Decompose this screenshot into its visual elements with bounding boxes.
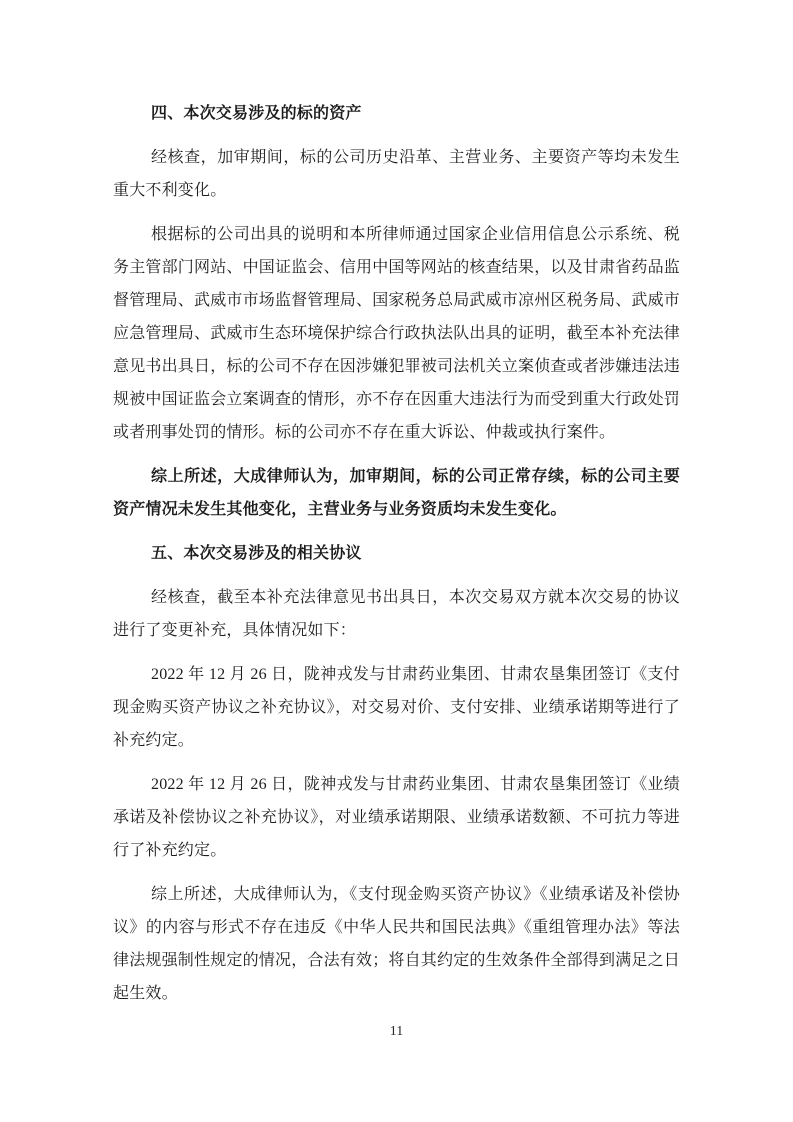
paragraph-lawyer-conclusion-assets: 综上所述，大成律师认为，加审期间，标的公司正常存续，标的公司主要资产情况未发生其他变化，主营业务与业务资质均未发生变化。 [113,468,680,518]
paragraph-verification-summary: 经核查，加审期间，标的公司历史沿革、主营业务、主要资产等均未发生重大不利变化。 [113,149,680,199]
section-heading-4-target-assets: 四、本次交易涉及的标的资产 [151,105,362,122]
paragraph-company-compliance-check: 根据标的公司出具的说明和本所律师通过国家企业信用信息公示系统、税务主管部门网站、中国证监会、信用中国等网站的核查结果，以及甘肃省药品监督管理局、武威市市场监督管理局、国家税务总局武威市凉州区税务局、武威市应急管理局、武威市生态环境保护综合行政执法队出具的证明，截至本补充法律意见书出具日，标的公司不存在因涉嫌犯罪被司法机关立案侦查或者涉嫌违法违规被中国证监会立案调查的情形，亦不存在因重大违法行为而受到重大行政处罚或者刑事处罚的情形。标的公司亦不存在重大诉讼、仲裁或执行案件。 [113,226,681,441]
paragraph-lawyer-conclusion-agreements: 综上所述，大成律师认为，《支付现金购买资产协议》《业绩承诺及补偿协议》的内容与形式不存在违反《中华人民共和国民法典》《重组管理办法》等法律法规强制性规定的情况，合法有效；将自其约定的生效条件全部得到满足之日起生效。 [113,886,681,1002]
paragraph-cash-purchase-supplement-agreement: 2022 年 12 月 26 日，陇神戎发与甘肃药业集团、甘肃农垦集团签订《支付现金购买资产协议之补充协议》，对交易对价、支付安排、业绩承诺期等进行了补充约定。 [113,666,680,749]
section-heading-5-related-agreements: 五、本次交易涉及的相关协议 [151,545,362,562]
paragraph-performance-commitment-supplement-agreement: 2022 年 12 月 26 日，陇神戎发与甘肃药业集团、甘肃农垦集团签订《业绩承诺及补偿协议之补充协议》，对业绩承诺期限、业绩承诺数额、不可抗力等进行了补充约定。 [113,776,680,859]
paragraph-agreement-amendment-intro: 经核查，截至本补充法律意见书出具日，本次交易双方就本次交易的协议进行了变更补充，具体情况如下： [113,589,680,639]
page-number: 11 [389,1024,404,1039]
document-body [113,97,680,1021]
